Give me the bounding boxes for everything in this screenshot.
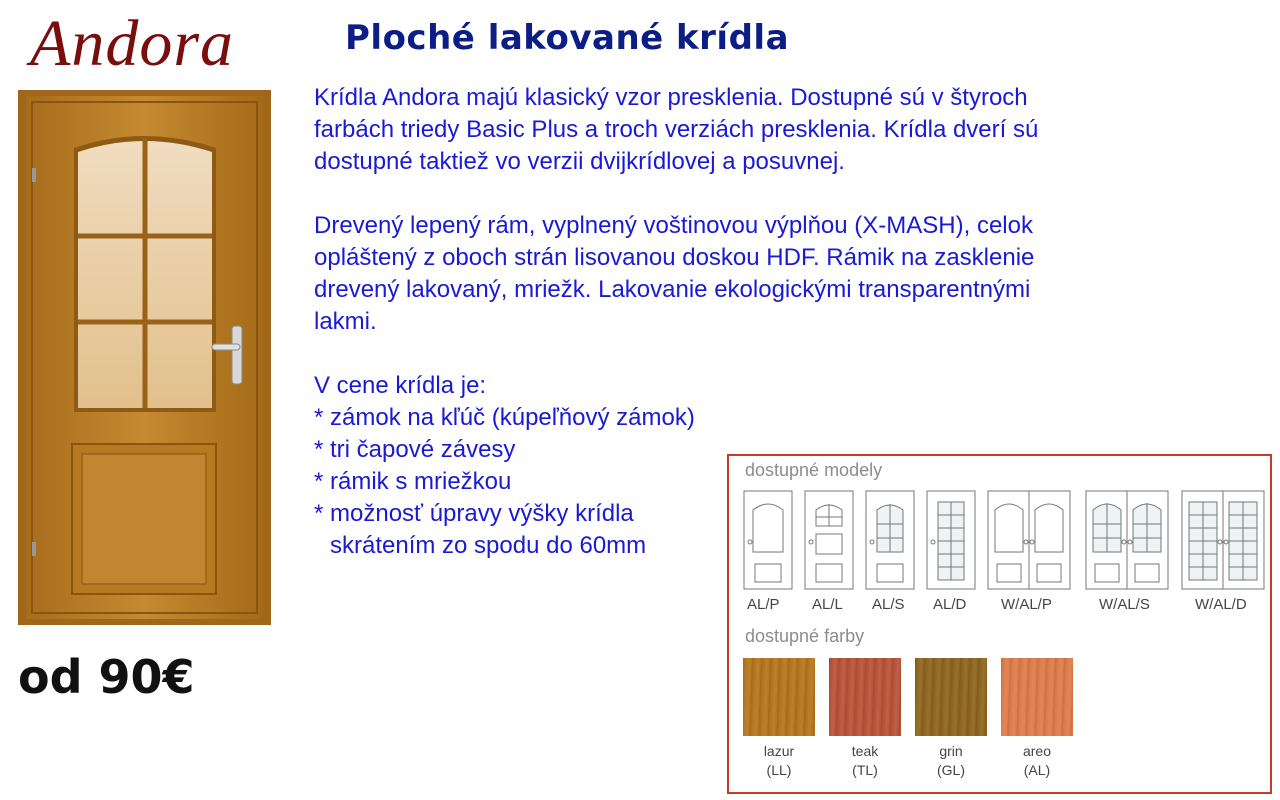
model-label: AL/P bbox=[747, 596, 780, 613]
description-line: farbách triedy Basic Plus a troch verziách presklenia. Krídla dverí sú bbox=[314, 116, 1039, 143]
color-name: grin bbox=[939, 743, 963, 759]
catalog-panel bbox=[727, 454, 1272, 794]
color-swatch-teak bbox=[829, 658, 901, 736]
models-heading: dostupné modely bbox=[745, 460, 883, 480]
color-code: (LL) bbox=[766, 762, 792, 778]
price-includes-item: * možnosť úpravy výšky krídla bbox=[314, 500, 634, 527]
price-includes-item: * tri čapové závesy bbox=[314, 436, 516, 463]
color-swatch-lazur bbox=[743, 658, 815, 736]
color-code: (AL) bbox=[1023, 762, 1051, 778]
model-w-al-p bbox=[987, 490, 1071, 590]
color-swatch-areo bbox=[1001, 658, 1073, 736]
model-w-al-s bbox=[1085, 490, 1169, 590]
model-label: AL/S bbox=[872, 596, 905, 613]
price-includes-item-continuation: skrátením zo spodu do 60mm bbox=[330, 532, 647, 559]
color-label bbox=[743, 742, 815, 780]
model-al-d bbox=[926, 490, 976, 590]
model-al-p bbox=[743, 490, 793, 590]
price-includes-item: * rámik s mriežkou bbox=[314, 468, 512, 495]
brand-logo-text: Andora bbox=[30, 7, 234, 80]
model-label: W/AL/D bbox=[1195, 596, 1247, 613]
color-name: areo bbox=[1022, 743, 1052, 759]
model-label: W/AL/P bbox=[1001, 596, 1052, 613]
color-name: lazur bbox=[763, 743, 795, 759]
model-al-s bbox=[865, 490, 915, 590]
price-includes-item: * zámok na kľúč (kúpeľňový zámok) bbox=[314, 404, 695, 431]
color-code: (GL) bbox=[937, 762, 965, 778]
color-label bbox=[915, 742, 987, 780]
model-w-al-d bbox=[1181, 490, 1265, 590]
price-includes-heading: V cene krídla je: bbox=[314, 372, 487, 399]
model-al-l bbox=[804, 490, 854, 590]
model-label: W/AL/S bbox=[1099, 596, 1150, 613]
color-code: (TL) bbox=[852, 762, 878, 778]
color-swatch-grin bbox=[915, 658, 987, 736]
door-illustration bbox=[18, 90, 271, 625]
description-line: dostupné taktiež vo verzii dvijkrídlovej a posuvnej. bbox=[314, 148, 845, 175]
color-name: teak bbox=[851, 743, 879, 759]
description-line: opláštený z oboch strán lisovanou doskou HDF. Rámik na zasklenie bbox=[314, 244, 1035, 271]
color-label bbox=[829, 742, 901, 780]
price-label: od 90€ bbox=[18, 650, 195, 704]
description-line: Drevený lepený rám, vyplnený voštinovou výplňou (X-MASH), celok bbox=[314, 212, 1033, 239]
page-title: Ploché lakované krídla bbox=[345, 18, 790, 58]
model-label: AL/L bbox=[812, 596, 843, 613]
model-label: AL/D bbox=[933, 596, 967, 613]
color-label bbox=[1001, 742, 1073, 780]
colors-heading: dostupné farby bbox=[745, 626, 865, 646]
description-line: Krídla Andora majú klasický vzor presklenia. Dostupné sú v štyroch bbox=[314, 84, 1028, 111]
description-line: lakmi. bbox=[314, 308, 377, 335]
description-line: drevený lakovaný, mriežk. Lakovanie ekologickými transparentnými bbox=[314, 276, 1031, 303]
door-product-image bbox=[18, 90, 271, 625]
